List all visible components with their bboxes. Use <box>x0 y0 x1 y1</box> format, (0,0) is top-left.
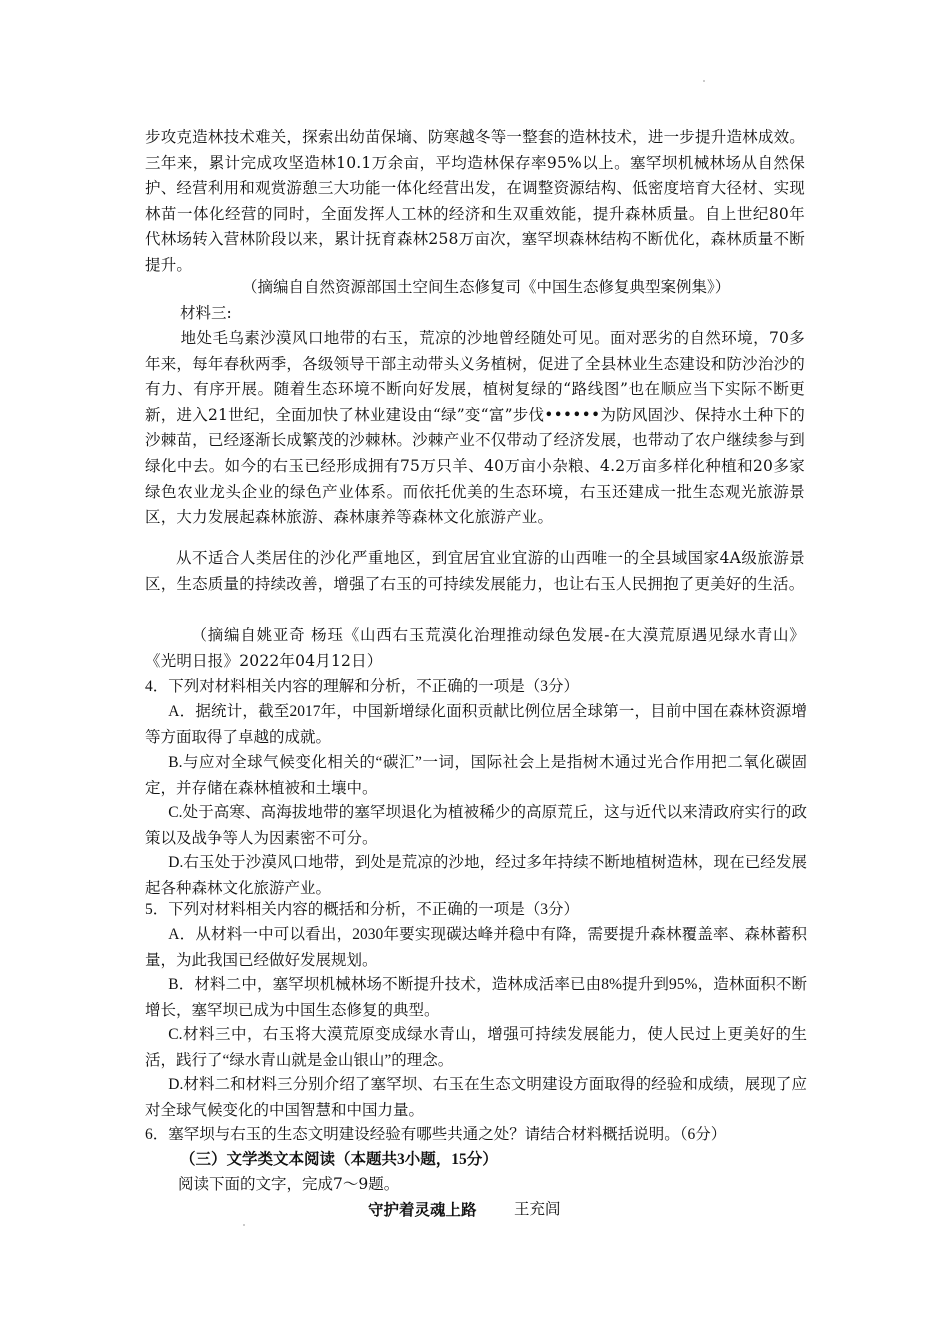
question-5-option-a: A．从材料一中可以看出，2030年要实现碳达峰并稳中有降，需要提升森林覆盖率、森林蓄积量，为此我国已经做好发展规划。 <box>145 926 807 969</box>
question-5-option-d: D.材料二和材料三分别介绍了塞罕坝、右玉在生态文明建设方面取得的经验和成绩，展现了应对全球气候变化的中国智慧和中国力量。 <box>145 1076 807 1119</box>
material3-paragraph-1: 地处毛乌素沙漠风口地带的右玉，荒凉的沙地曾经随处可见。面对恶劣的自然环境，70多年来，每年春秋两季，各级领导干部主动带头义务植树，促进了全县林业生态建设和防沙治沙的有力、有序开展。随着生态环境不断向好发展，植树复绿的“路线图”也在顺应当下实际不断更新，进入21世纪，全面加快了林业建设由“绿”变“富”步伐••••••为防风固沙、保持水土种下的沙棘苗，已经逐渐长成繁茂的沙棘林。沙棘产业不仅带动了经济发展，也带动了农户继续参与到绿化中去。如今的右玉已经形成拥有75万只羊、40万亩小杂粮、4.2万亩多样化种植和20多家绿色农业龙头企业的绿色产业体系。而依托优美的生态环境，右玉还建成一批生态观光旅游景区，大力发展起森林旅游、森林康养等森林文化旅游产业。 <box>145 329 805 527</box>
question-5-option-c: C.材料三中，右玉将大漠荒原变成绿水青山，增强可持续发展能力，使人民过上更美好的生活，践行了“绿水青山就是金山银山”的理念。 <box>145 1026 807 1069</box>
question-5-stem: 5．下列对材料相关内容的概括和分析，不正确的一项是（3分） <box>145 901 580 918</box>
question-4-stem: 4．下列对材料相关内容的理解和分析，不正确的一项是（3分） <box>145 678 580 695</box>
question-4-option-c: C.处于高寒、高海拔地带的塞罕坝退化为植被稀少的高原荒丘，这与近代以来清政府实行的政策以及战争等人为因素密不可分。 <box>145 804 807 847</box>
story-title: 守护着灵魂上路 <box>368 1200 477 1219</box>
question-6: 6．塞罕坝与右玉的生态文明建设经验有哪些共通之处？请结合材料概括说明。（6分） <box>145 1126 727 1143</box>
material3-source: （摘编自姚亚奇 杨珏《山西右玉荒漠化治理推动绿色发展-在大漠荒原遇见绿水青山》《光明日报》2022年04月12日） <box>145 626 805 670</box>
question-5-option-b: B．材料二中，塞罕坝机械林场不断提升技术，造林成活率已由8%提升到95%，造林面积不断增长，塞罕坝已成为中国生态修复的典型。 <box>145 976 807 1019</box>
story-author: 王充闾 <box>514 1200 561 1218</box>
material3-label: 材料三: <box>180 304 232 322</box>
scan-speck <box>243 1224 245 1226</box>
scan-speck <box>703 80 705 82</box>
question-4-option-a: A．据统计，截至2017年，中国新增绿化面积贡献比例位居全球第一，目前中国在森林资源增等方面取得了卓越的成就。 <box>145 703 807 746</box>
section-3-instruction: 阅读下面的文字，完成7～9题。 <box>178 1175 400 1193</box>
material2-source: （摘编自自然资源部国土空间生态修复司《中国生态修复典型案例集》） <box>242 278 731 296</box>
material3-paragraph-2: 从不适合人类居住的沙化严重地区，到宜居宜业宜游的山西唯一的全县域国家4A级旅游景区，生态质量的持续改善，增强了右玉的可持续发展能力，也让右玉人民拥抱了更美好的生活。 <box>145 549 805 593</box>
question-4-option-d: D.右玉处于沙漠风口地带，到处是荒凉的沙地，经过多年持续不断地植树造林，现在已经发展起各种森林文化旅游产业。 <box>145 854 807 897</box>
section-3-heading: （三）文学类文本阅读（本题共3小题，15分） <box>180 1151 498 1168</box>
question-4-option-b: B.与应对全球气候变化相关的“碳汇”一词，国际社会上是指树木通过光合作用把二氧化碳固定，并存储在森林植被和土壤中。 <box>145 754 807 797</box>
material2-tail-paragraph: 步攻克造林技术难关，探索出幼苗保墒、防寒越冬等一整套的造林技术，进一步提升造林成效。三年来，累计完成攻坚造林10.1万余亩，平均造林保存率95%以上。塞罕坝机械林场从自然保护、经营利用和观赏游憩三大功能一体化经营出发，在调整资源结构、低密度培育大径材、实现林苗一体化经营的同时，全面发挥人工林的经济和生双重效能，提升森林质量。自上世纪80年代林场转入营林阶段以来，累计抚育森林258万亩次，塞罕坝森林结构不断优化，森林质量不断提升。 <box>145 128 805 274</box>
